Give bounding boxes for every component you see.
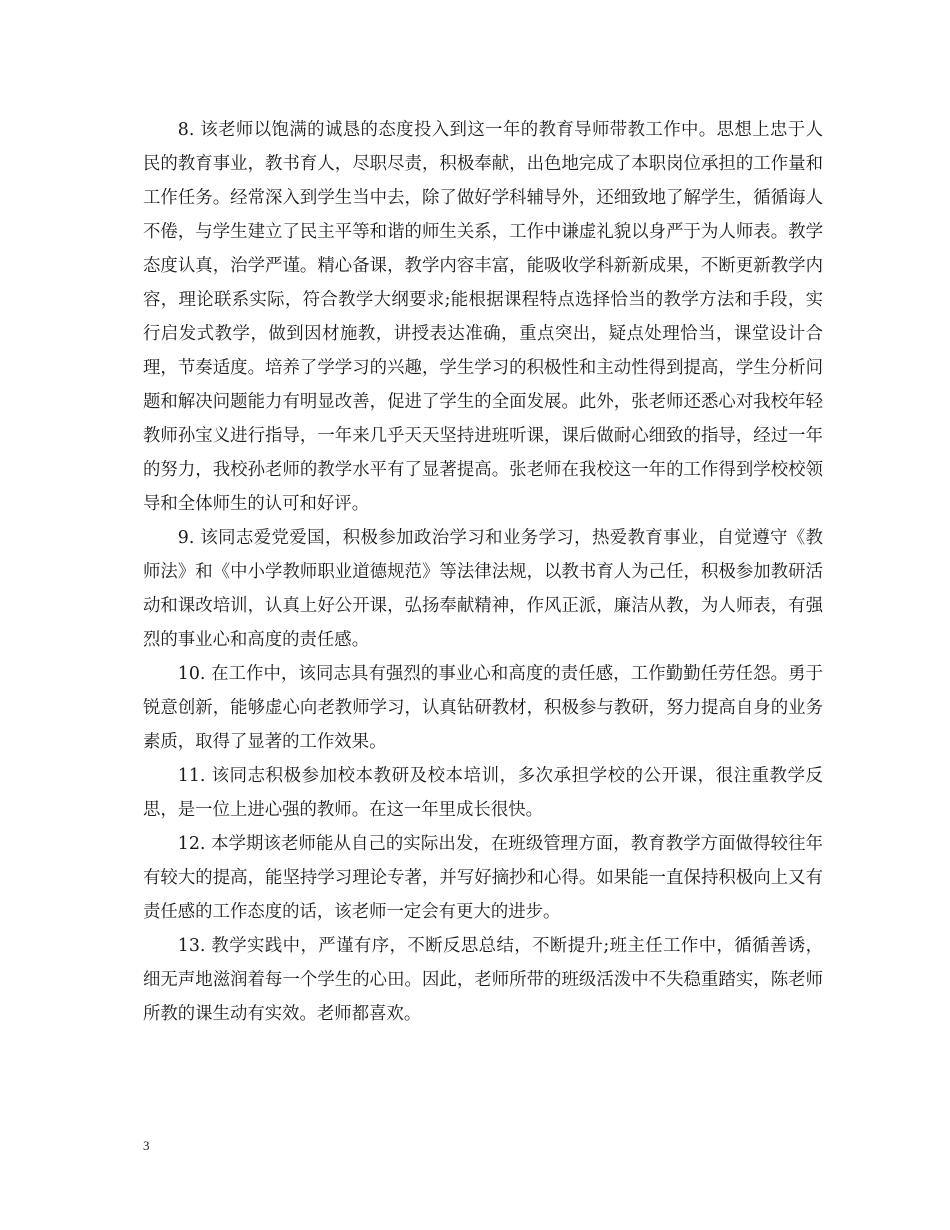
paragraph-11: 11. 该同志积极参加校本教研及校本培训，多次承担学校的公开课，很注重教学反思，是一位上进心强的教师。在这一年里成长很快。: [143, 766, 823, 820]
page-number: 3: [143, 1138, 150, 1153]
paragraph-13: 13. 教学实践中，严谨有序，不断反思总结，不断提升;班主任工作中，循循善诱，细无声地滋润着每一个学生的心田。因此，老师所带的班级活泼中不失稳重踏实，陈老师所教的课生动有实效。老师都喜欢。: [143, 936, 823, 1024]
document-body: [143, 113, 823, 1031]
paragraph-9: 9. 该同志爱党爱国，积极参加政治学习和业务学习，热爱教育事业，自觉遵守《教师法》和《中小学教师职业道德规范》等法律法规，以教书育人为己任，积极参加教研活动和课改培训，认真上好公开课，弘扬奉献精神，作风正派，廉洁从教，为人师表，有强烈的事业心和高度的责任感。: [143, 528, 823, 650]
paragraph-8: 8. 该老师以饱满的诚恳的态度投入到这一年的教育导师带教工作中。思想上忠于人民的教育事业，教书育人，尽职尽责，积极奉献，出色地完成了本职岗位承担的工作量和工作任务。经常深入到学生当中去，除了做好学科辅导外，还细致地了解学生，循循诲人不倦，与学生建立了民主平等和谐的师生关系，工作中谦虚礼貌以身严于为人师表。教学态度认真，治学严谨。精心备课，教学内容丰富，能吸收学科新新成果，不断更新教学内容，理论联系实际，符合教学大纲要求;能根据课程特点选择恰当的教学方法和手段，实行启发式教学，做到因材施教，讲授表达准确，重点突出，疑点处理恰当，课堂设计合理，节奏适度。培养了学学习的兴趣，学生学习的积极性和主动性得到提高，学生分析问题和解决问题能力有明显改善，促进了学生的全面发展。此外，张老师还悉心对我校年轻教师孙宝义进行指导，一年来几乎天天坚持进班听课，课后做耐心细致的指导，经过一年的努力，我校孙老师的教学水平有了显著提高。张老师在我校这一年的工作得到学校校领导和全体师生的认可和好评。: [143, 120, 823, 514]
paragraph-10: 10. 在工作中，该同志具有强烈的事业心和高度的责任感，工作勤勤任劳任怨。勇于锐意创新，能够虚心向老教师学习，认真钻研教材，积极参与教研，努力提高自身的业务素质，取得了显著的工作效果。: [143, 664, 823, 752]
paragraph-12: 12. 本学期该老师能从自己的实际出发，在班级管理方面，教育教学方面做得较往年有较大的提高，能坚持学习理论专著，并写好摘抄和心得。如果能一直保持积极向上又有责任感的工作态度的话，该老师一定会有更大的进步。: [143, 834, 823, 922]
